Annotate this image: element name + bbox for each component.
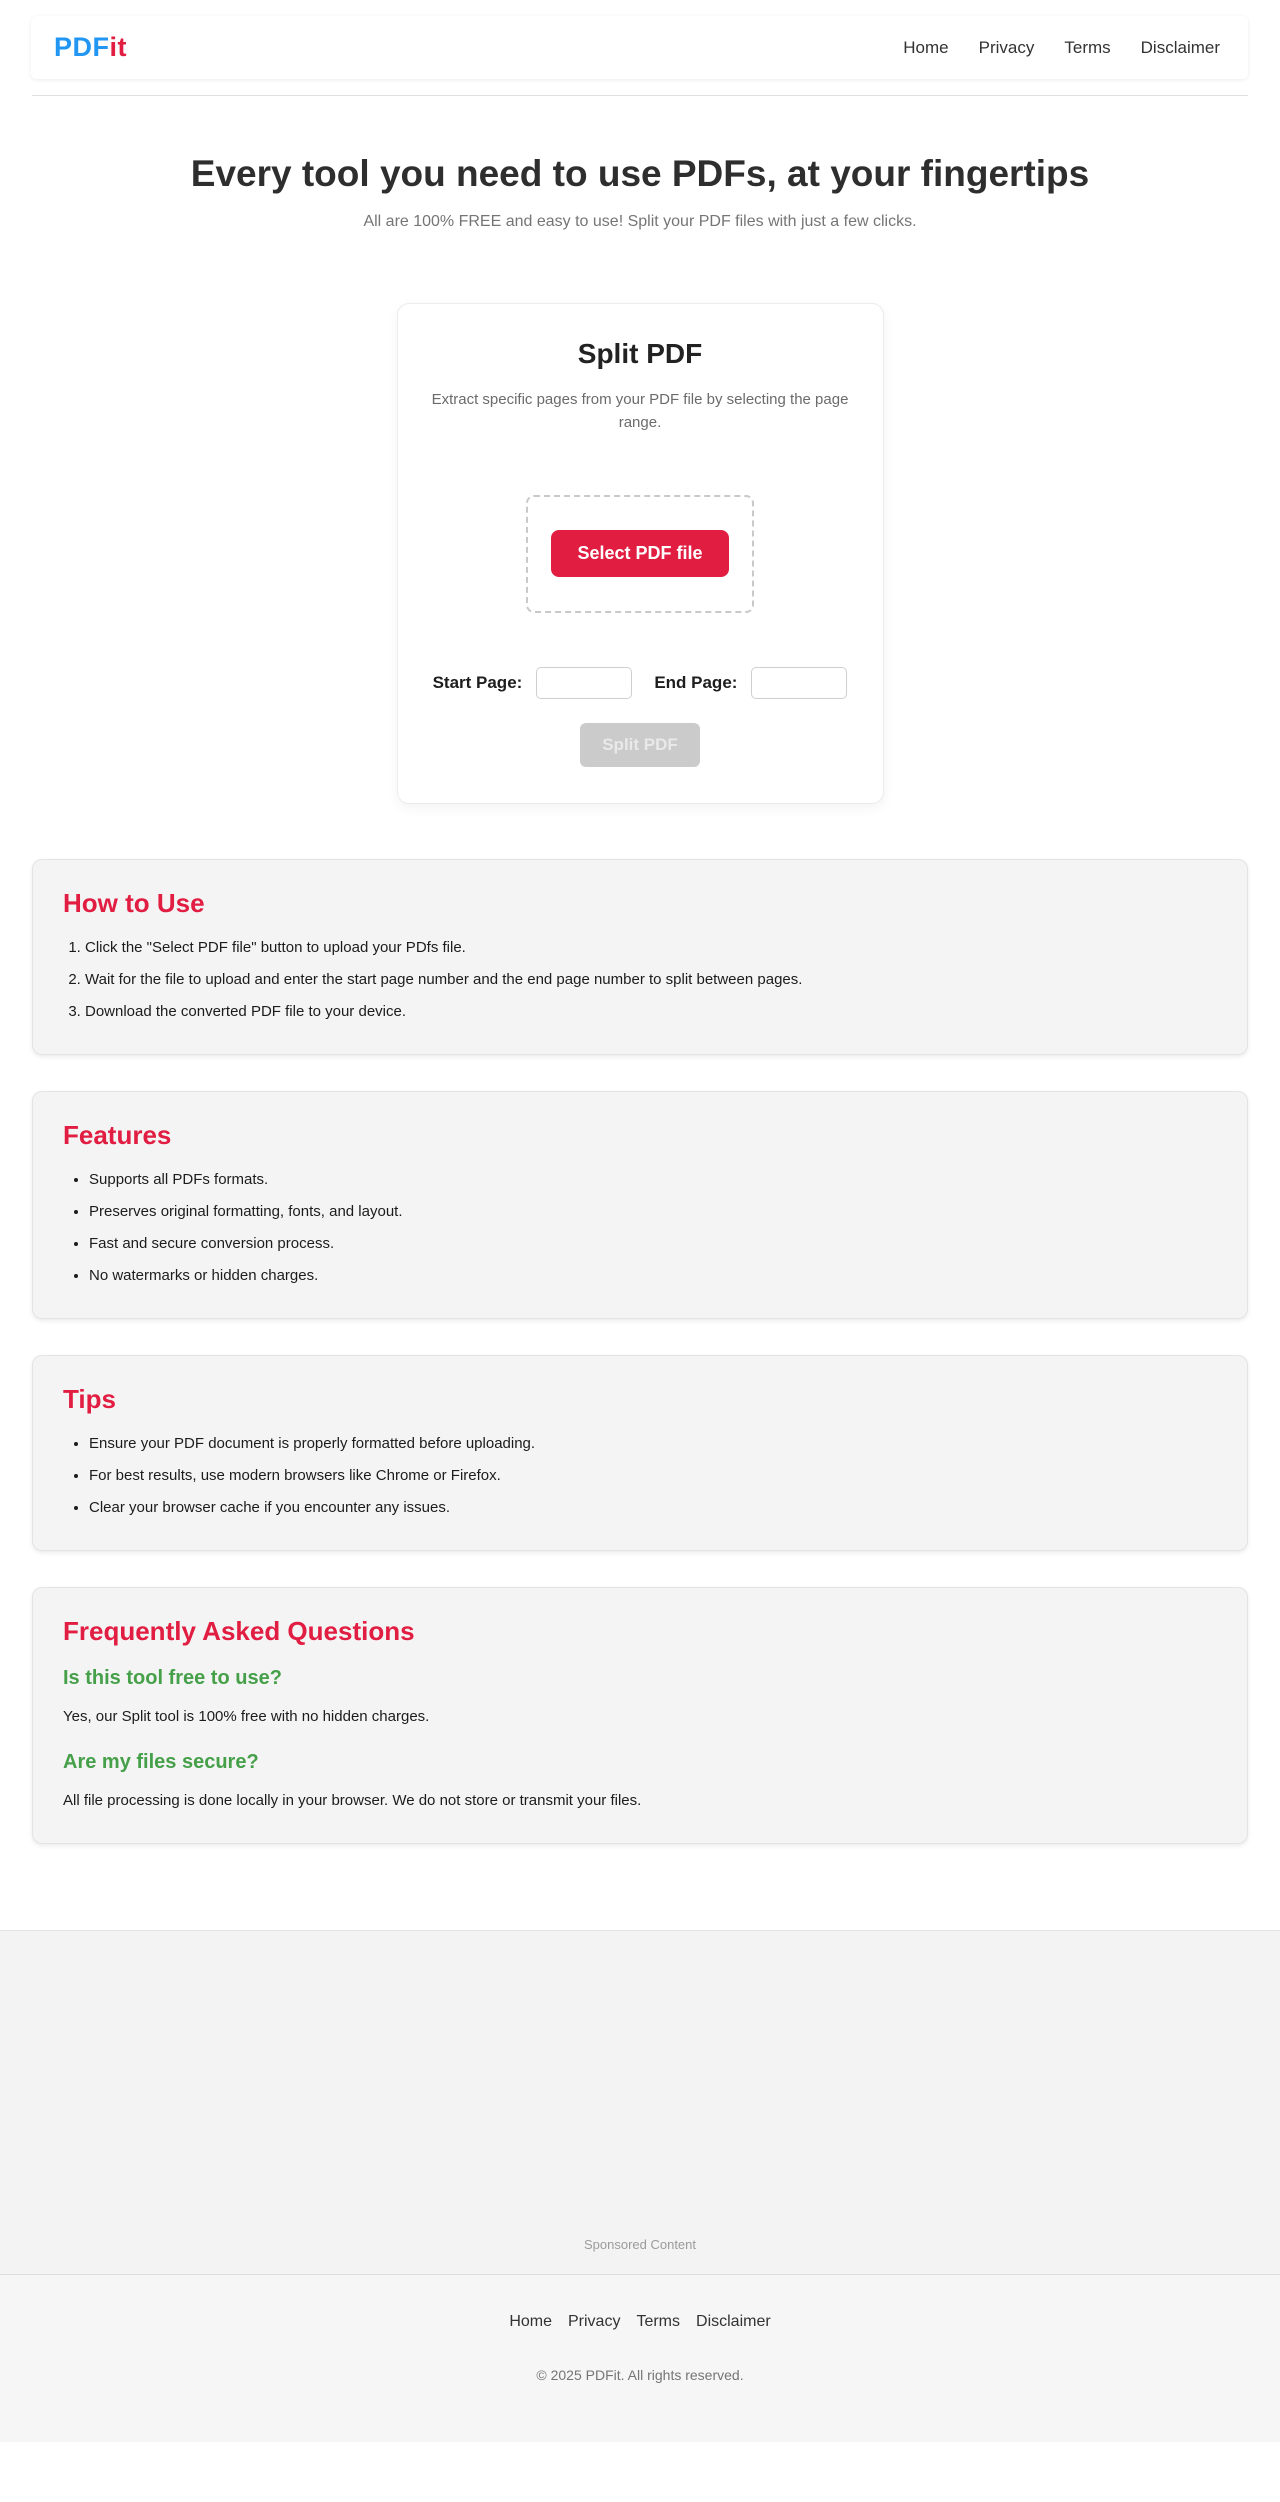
page-range-row bbox=[428, 667, 853, 699]
nav-link-home[interactable]: Home bbox=[903, 37, 949, 57]
list-item: • Clear your browser cache if you encounter any issues. bbox=[89, 1499, 1217, 1516]
faq-question: Are my files secure? bbox=[63, 1750, 259, 1773]
faq-title: Frequently Asked Questions bbox=[63, 1615, 415, 1646]
split-pdf-button[interactable]: Split PDF bbox=[580, 723, 700, 767]
end-page-input[interactable] bbox=[751, 667, 847, 699]
tips-section bbox=[32, 1355, 1248, 1551]
list-item: • For best results, use modern browsers like Chrome or Firefox. bbox=[89, 1467, 1217, 1484]
header-divider bbox=[32, 95, 1248, 96]
list-item: • Fast and secure conversion process. bbox=[89, 1235, 1217, 1252]
site-footer bbox=[0, 2274, 1280, 2442]
footer-link-terms[interactable]: Terms bbox=[636, 2312, 681, 2330]
list-item: • Ensure your PDF document is properly formatted before uploading. bbox=[89, 1435, 1217, 1452]
features-title: Features bbox=[63, 1119, 172, 1150]
tips-title: Tips bbox=[63, 1383, 116, 1414]
list-item: • Preserves original formatting, fonts, and layout. bbox=[89, 1203, 1217, 1220]
logo-text-pdf: PDF bbox=[54, 32, 110, 62]
nav-link-terms[interactable]: Terms bbox=[1064, 37, 1111, 57]
faq-question: Is this tool free to use? bbox=[63, 1666, 282, 1689]
how-to-use-steps bbox=[63, 939, 1217, 1020]
nav-link-disclaimer[interactable]: Disclaimer bbox=[1140, 37, 1220, 57]
list-item: • Supports all PDFs formats. bbox=[89, 1171, 1217, 1188]
page-subtitle: All are 100% FREE and easy to use! Split your PDF files with just a few clicks. bbox=[363, 213, 917, 230]
page-title: Every tool you need to use PDFs, at your fingertips bbox=[190, 153, 1090, 194]
features-section bbox=[32, 1091, 1248, 1319]
list-item: 1. Click the "Select PDF file" button to upload your PDfs file. bbox=[85, 939, 1217, 956]
faq-section bbox=[32, 1587, 1248, 1844]
footer-link-home[interactable]: Home bbox=[509, 2312, 552, 2330]
faq-answer: All file processing is done locally in your browser. We do not store or transmit your files. bbox=[63, 1791, 642, 1809]
logo-text-it: it bbox=[109, 32, 127, 62]
how-to-use-section bbox=[32, 859, 1248, 1055]
end-page-label: End Page: bbox=[654, 672, 738, 692]
nav-link-privacy[interactable]: Privacy bbox=[978, 37, 1035, 57]
info-sections bbox=[32, 859, 1248, 1844]
footer-link-privacy[interactable]: Privacy bbox=[568, 2312, 621, 2330]
tips-list bbox=[63, 1435, 1217, 1516]
main-content bbox=[0, 153, 1280, 1844]
start-page-label: Start Page: bbox=[432, 672, 523, 692]
footer-link-disclaimer[interactable]: Disclaimer bbox=[696, 2312, 771, 2330]
footer-nav bbox=[0, 2313, 1280, 2331]
list-item: 2. Wait for the file to upload and enter the start page number and the end page number to split between pages. bbox=[85, 971, 1217, 988]
site-header bbox=[31, 16, 1248, 79]
faq-answer: Yes, our Split tool is 100% free with no hidden charges. bbox=[63, 1707, 430, 1725]
sponsored-content-label: Sponsored Content bbox=[583, 2236, 697, 2252]
tool-title: Split PDF bbox=[577, 338, 703, 369]
copyright-text: © 2025 PDFit. All rights reserved. bbox=[536, 2366, 744, 2383]
how-to-use-title: How to Use bbox=[63, 887, 205, 918]
tool-description: Extract specific pages from your PDF file by selecting the page range. bbox=[431, 391, 849, 432]
split-pdf-tool-card bbox=[397, 303, 884, 804]
list-item: • No watermarks or hidden charges. bbox=[89, 1267, 1217, 1284]
features-list bbox=[63, 1171, 1217, 1284]
select-pdf-file-button[interactable]: Select PDF file bbox=[551, 530, 728, 577]
ad-area bbox=[0, 1930, 1280, 2274]
list-item: 3. Download the converted PDF file to your device. bbox=[85, 1003, 1217, 1020]
main-nav bbox=[903, 38, 1220, 58]
start-page-input[interactable] bbox=[536, 667, 632, 699]
logo[interactable] bbox=[54, 32, 127, 63]
file-dropzone[interactable] bbox=[526, 495, 754, 613]
